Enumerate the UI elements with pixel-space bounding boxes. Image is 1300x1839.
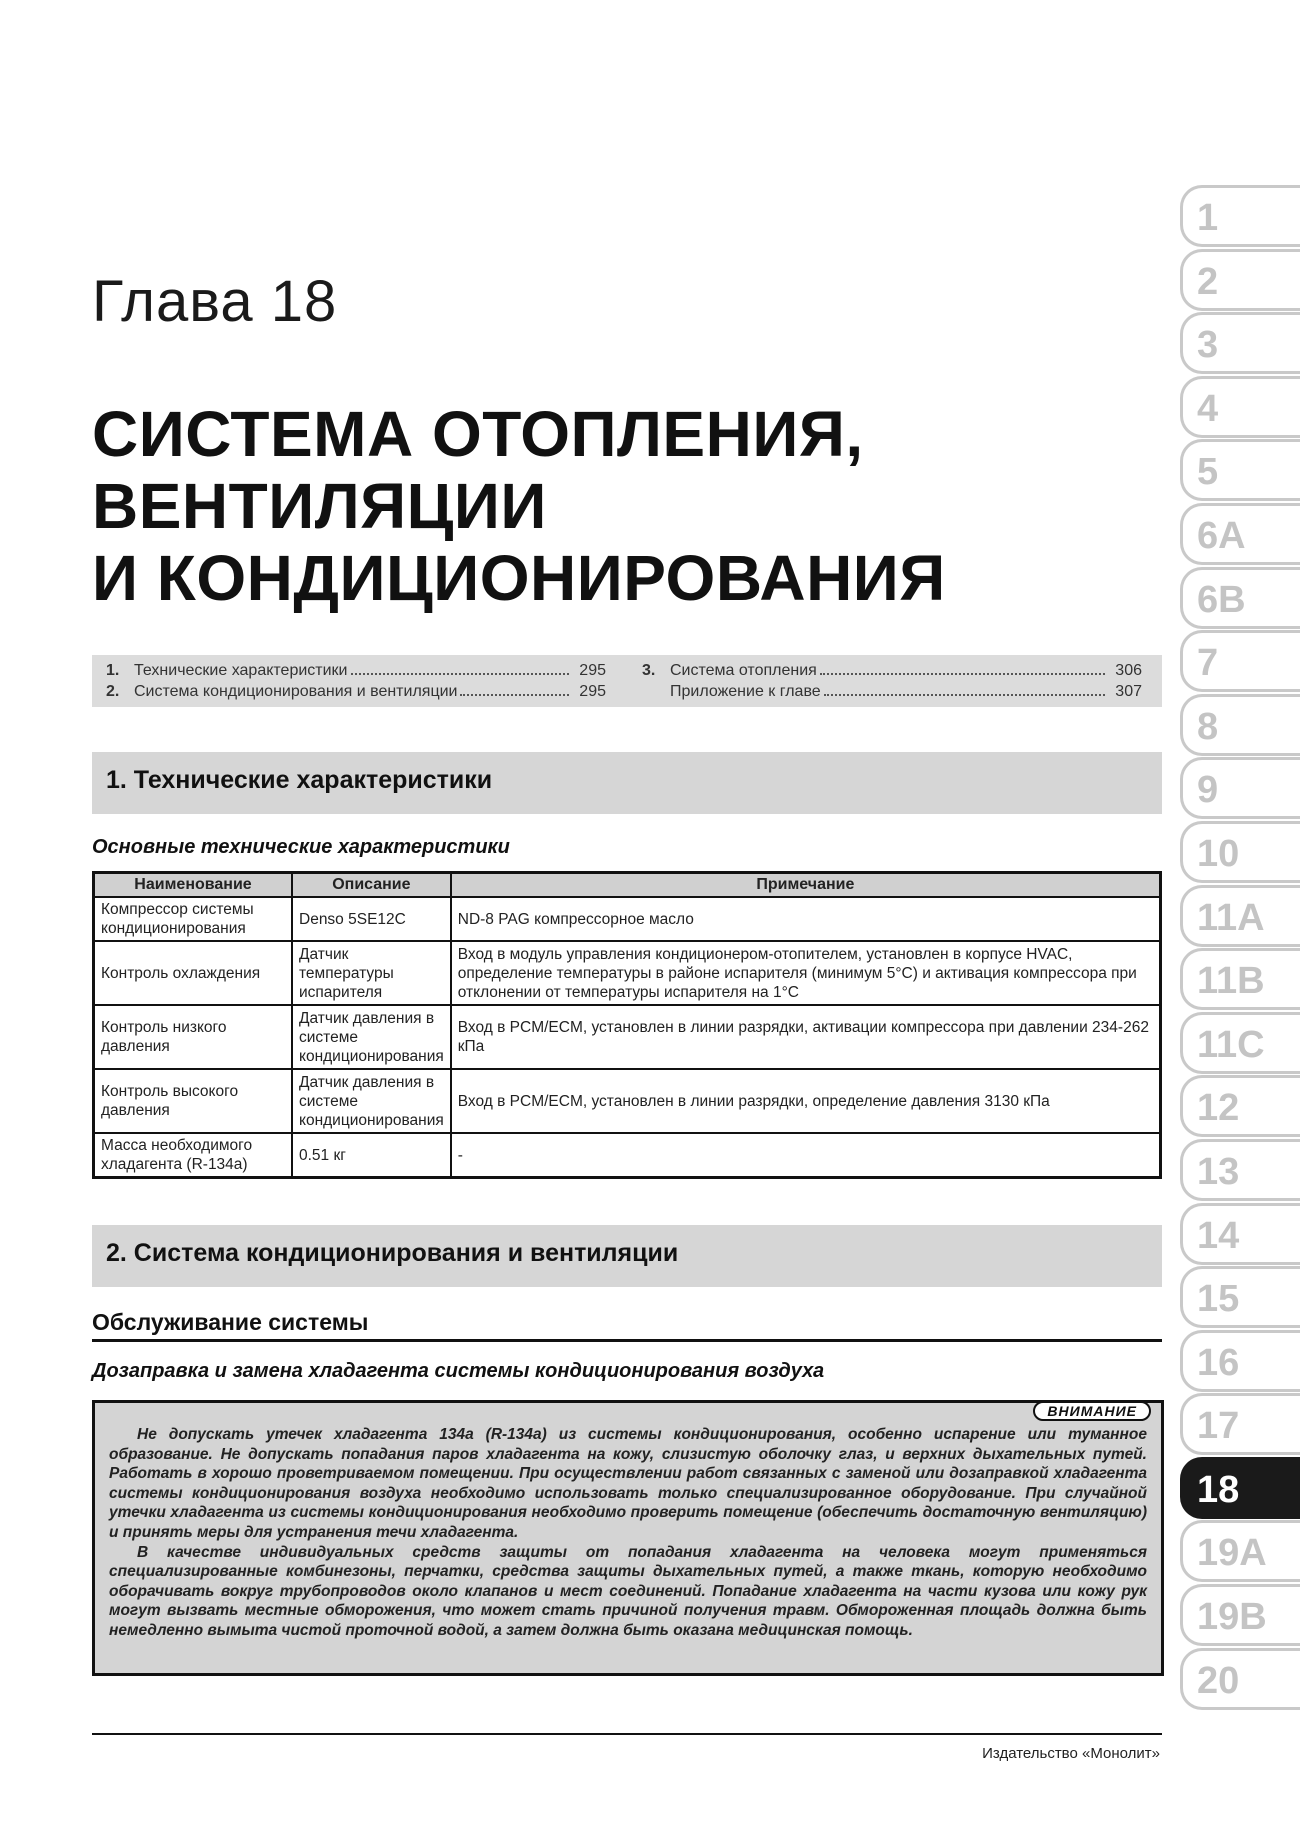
toc-leader (460, 683, 569, 696)
chapter-tab[interactable]: 15 (1180, 1266, 1300, 1328)
toc-entry[interactable] (106, 662, 606, 680)
chapter-tab[interactable]: 6B (1180, 567, 1300, 629)
table-cell: Контроль охлаждения (94, 941, 293, 1005)
warning-badge: ВНИМАНИЕ (1033, 1401, 1151, 1421)
chapter-title-line: ВЕНТИЛЯЦИИ (92, 470, 547, 542)
section-header (92, 752, 1162, 814)
column-header: Описание (292, 873, 451, 898)
chapter-tab[interactable]: 18 (1180, 1457, 1300, 1519)
table-cell: Вход в PCM/ECM, установлен в линии разрядки, активации компрессора при давлении 234-262 кПа (451, 1005, 1161, 1069)
toc-page: 307 (1115, 683, 1142, 700)
column-header: Примечание (451, 873, 1161, 898)
chapter-tab[interactable]: 11A (1180, 885, 1300, 947)
table-row (94, 1005, 1161, 1069)
chapter-tab[interactable]: 3 (1180, 312, 1300, 374)
chapter-tab[interactable]: 5 (1180, 439, 1300, 501)
table-caption: Основные технические характеристики (92, 836, 510, 858)
chapter-tab[interactable]: 11C (1180, 1012, 1300, 1074)
section-header (92, 1225, 1162, 1287)
toc-num: 3. (642, 662, 656, 679)
table-cell: ND-8 PAG компрессорное масло (451, 897, 1161, 941)
table-cell: Вход в модуль управления кондиционером-отопителем, установлен в корпусе HVAC, определение температуры в районе испарителя (минимум 5°С) и активация компрессора при отклонении от температуры испарителя на 1°С (451, 941, 1161, 1005)
toc-entry[interactable] (106, 683, 606, 701)
chapter-tab[interactable]: 17 (1180, 1393, 1300, 1455)
chapter-tab[interactable]: 9 (1180, 757, 1300, 819)
table-cell: 0.51 кг (292, 1133, 451, 1178)
table-cell: Датчик давления в системе кондиционирования (292, 1069, 451, 1133)
toc-title: Приложение к главе (670, 683, 821, 700)
toc-num: 2. (106, 683, 120, 700)
toc-num (642, 683, 670, 701)
chapter-tab[interactable]: 19A (1180, 1520, 1300, 1582)
chapter-title (92, 398, 946, 614)
chapter-tab[interactable]: 10 (1180, 821, 1300, 883)
toc-page: 295 (579, 662, 606, 679)
chapter-title-line: СИСТЕМА ОТОПЛЕНИЯ, (92, 398, 864, 470)
chapter-tab[interactable]: 19B (1180, 1584, 1300, 1646)
table-header-row (94, 873, 1161, 898)
chapter-tab[interactable]: 20 (1180, 1648, 1300, 1710)
column-header: Наименование (94, 873, 293, 898)
table-cell: Denso 5SE12C (292, 897, 451, 941)
chapter-label: Глава 18 (92, 269, 338, 334)
table-cell: Компрессор системы кондиционирования (94, 897, 293, 941)
toc-page: 295 (579, 683, 606, 700)
chapter-title-line: И КОНДИЦИОНИРОВАНИЯ (92, 542, 946, 614)
table-of-contents (92, 655, 1162, 707)
table-cell: Масса необходимого хладагента (R-134a) (94, 1133, 293, 1178)
table-cell: Датчик давления в системе кондиционирования (292, 1005, 451, 1069)
warning-box (92, 1400, 1164, 1676)
table-row (94, 941, 1161, 1005)
table-cell: Контроль высокого давления (94, 1069, 293, 1133)
chapter-tab[interactable]: 4 (1180, 376, 1300, 438)
table-row (94, 1069, 1161, 1133)
chapter-tab[interactable]: 16 (1180, 1330, 1300, 1392)
toc-num: 1. (106, 662, 120, 679)
chapter-tab[interactable]: 11B (1180, 948, 1300, 1010)
chapter-tab[interactable]: 2 (1180, 249, 1300, 311)
warning-paragraph: В качестве индивидуальных средств защиты от попадания хладагента на человека могут применяться специализированные комбинезоны, перчатки, средства защиты дыхательных путей, а также ткань, которую необходимо оборачивать вокруг трубопроводов около клапанов и мест соединений. Попадание хладагента на части кузова или кожу рук могут вызвать местные обморожения, что может стать причиной получения травм. Обмороженная площадь должна быть немедленно вымыта чистой проточной водой, а затем должна быть оказана медицинская помощь. (109, 1543, 1147, 1639)
table-row (94, 897, 1161, 941)
table-row (94, 1133, 1161, 1178)
chapter-tab[interactable]: 1 (1180, 185, 1300, 247)
section-title: 2. Система кондиционирования и вентиляции (106, 1239, 679, 1267)
chapter-tabs (1180, 185, 1300, 1711)
chapter-tab[interactable]: 7 (1180, 630, 1300, 692)
specifications-table (92, 871, 1162, 1179)
toc-title: Система отопления (670, 662, 817, 679)
subsection-title: Обслуживание системы (92, 1309, 1162, 1342)
chapter-tab[interactable]: 14 (1180, 1203, 1300, 1265)
chapter-tab[interactable]: 12 (1180, 1075, 1300, 1137)
table-cell: Датчик температуры испарителя (292, 941, 451, 1005)
publisher-credit: Издательство «Монолит» (982, 1745, 1160, 1762)
table-cell: Контроль низкого давления (94, 1005, 293, 1069)
warning-paragraph: Не допускать утечек хладагента 134а (R-134a) из системы кондиционирования, особенно испарение или туманное образование. Не допускать попадания паров хладагента на кожу, слизистую оболочку глаз, и верхних дыхательных путей. Работать в хорошо проветриваемом помещении. При осуществлении работ связанных с заменой или дозаправкой хладагента системы кондиционирования воздуха необходимо использовать только специализированное оборудование. При случайной утечки хладагента из системы кондиционирования необходимо проверить помещение (обеспечить достаточную вентиляцию) и принять меры для устранения течи хладагента. (109, 1426, 1147, 1541)
chapter-tab[interactable]: 13 (1180, 1139, 1300, 1201)
table-cell: Вход в PCM/ECM, установлен в линии разрядки, определение давления 3130 кПа (451, 1069, 1161, 1133)
toc-entry[interactable] (642, 683, 1142, 701)
toc-entry[interactable] (642, 662, 1142, 680)
section-title: 1. Технические характеристики (106, 766, 493, 794)
toc-title: Технические характеристики (134, 662, 348, 679)
chapter-tab[interactable]: 6A (1180, 503, 1300, 565)
chapter-tab[interactable]: 8 (1180, 694, 1300, 756)
table-cell: - (451, 1133, 1161, 1178)
toc-title: Система кондиционирования и вентиляции (134, 683, 458, 700)
warning-text (109, 1425, 1147, 1641)
toc-leader (824, 683, 1105, 696)
toc-page: 306 (1115, 662, 1142, 679)
subsubsection-title: Дозаправка и замена хладагента системы кондиционирования воздуха (92, 1360, 825, 1382)
toc-leader (351, 662, 570, 675)
toc-leader (820, 662, 1105, 675)
footer-rule (92, 1733, 1162, 1735)
